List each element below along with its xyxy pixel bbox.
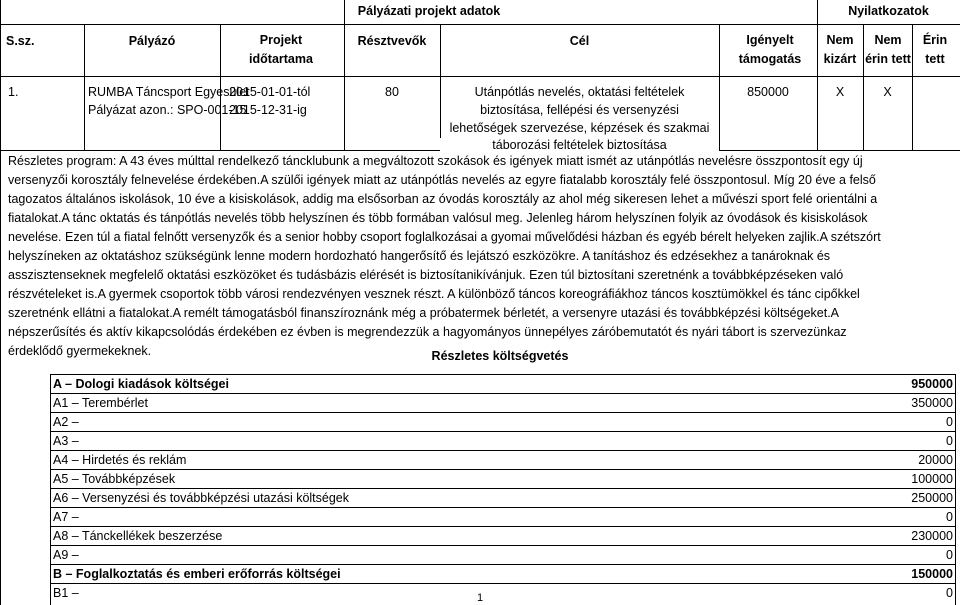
program-line: érdeklődő gyermekeknek. [8, 344, 152, 358]
row-goal-2: biztosítása, fellépési és versenyzési [480, 103, 679, 117]
row-not-excluded: X [835, 85, 845, 99]
row-goal-3: lehetőségek szervezése, képzések és szakmai [449, 121, 710, 135]
row-duration-1: 2015-01-01-tól [229, 85, 311, 99]
budget-value: 0 [946, 415, 953, 429]
program-line: Részletes program: A 43 éves múlttal rendelkező táncklubunk a megváltozott szokások és igények miatt ismét az utánpótlás nevelésre összpontosít egy új [8, 154, 863, 168]
budget-row [51, 394, 955, 413]
budget-value: 350000 [911, 396, 953, 410]
budget-label: A2 – [53, 415, 79, 429]
budget-value: 0 [946, 548, 953, 562]
budget-row [51, 432, 955, 451]
budget-title: Részletes költségvetés [431, 349, 569, 363]
budget-row [51, 565, 955, 584]
program-line: versenyzői korosztály felnevelése érdekében.A szülői igények miatt az utánpótlás nevelés az egyre fiatalabb korosztály felé összpontosul. Míg 20 éve a felső [8, 173, 876, 187]
row-goal-4: táborozási feltételek biztosítása [440, 138, 719, 152]
program-line: asszisztenseknek megfelelő oktatási eszközöket és tudásbázis elérését is biztosítanikívánjuk. Ezen túl biztosítani szeretnénk a továbbképzéseken való [8, 268, 844, 282]
row-ssz: 1. [8, 85, 19, 99]
budget-label: A8 – Tánckellékek beszerzése [53, 529, 223, 543]
program-line: helyszíneken az oktatáshoz szükségünk lenne modern hordozható hangerősítő és lejátszó eszközökre. A tanításhoz és edzésekhez a tanároknak és [8, 249, 831, 263]
col-duration: Projekt időtartama [249, 33, 313, 66]
budget-label: A1 – Terembérlet [53, 396, 148, 410]
col-participants: Résztvevők [357, 34, 427, 48]
budget-label: A5 – Továbbképzések [53, 472, 176, 486]
program-line: fiatalokat.A tánc oktatás és tánpótlás nevelés több helyszínen és több formában valósul meg. Jelenleg három helyszínen folyik az óvodások és kisiskolások [8, 211, 868, 225]
budget-value: 230000 [911, 529, 953, 543]
budget-value: 150000 [911, 567, 953, 581]
budget-label: A4 – Hirdetés és reklám [53, 453, 187, 467]
budget-value: 0 [946, 510, 953, 524]
program-line: nevelése. Ezen túl a fiatal felnőtt versenyzők és a senior hobby csoport foglalkozásai a gyomai művelődési házban és egyéb bérelt helyeken zajlik.A szétszórt [8, 230, 881, 244]
col-goal: Cél [569, 34, 590, 48]
row-applicant-2: Pályázat azon.: SPO-001-15 [88, 103, 247, 117]
budget-value: 100000 [911, 472, 953, 486]
col-applicant: Pályázó [128, 34, 176, 48]
budget-label: A3 – [53, 434, 79, 448]
budget-row [51, 546, 955, 565]
col-requested: Igényelt támogatás [738, 33, 802, 66]
col-affected: Érin tett [922, 33, 948, 66]
budget-row [51, 508, 955, 527]
budget-row [51, 451, 955, 470]
budget-label: B1 – [53, 586, 79, 600]
budget-value: 250000 [911, 491, 953, 505]
program-line: részvételeket is.A gyermek csoportok több városi rendezvényen vesznek részt. A különböző táncos koreográfiákhoz táncos kosztümökkel és tánc cipőkkel [8, 287, 860, 301]
budget-label: B – Foglalkoztatás és emberi erőforrás költségei [53, 567, 341, 581]
budget-value: 950000 [911, 377, 953, 391]
col-not-excluded: Nem kizárt [823, 33, 857, 66]
program-line: népszerűsítés és aktív kikapcsolódás érdekében ez évben is megrendezzük a hagyományos ünnepélyes záróbemutatót és nyári tábort is szervezünkaz [8, 325, 847, 339]
col-ssz: S.sz. [6, 34, 35, 48]
project-data-header: Pályázati projekt adatok [357, 4, 501, 18]
col-not-affected: Nem érin tett [865, 33, 911, 66]
program-line: tagozatos általános iskolások, 10 éve a kisiskolások, addig ma elsősorban az óvodás korosztály az ahol még sikeresen lehet a művészi sport felé orientálni a [8, 192, 878, 206]
budget-row [51, 375, 955, 394]
budget-value: 0 [946, 434, 953, 448]
row-participants: 80 [385, 85, 399, 99]
budget-label: A9 – [53, 548, 79, 562]
budget-row [51, 584, 955, 603]
budget-label: A6 – Versenyzési és továbbképzési utazási költségek [53, 491, 350, 505]
row-requested: 850000 [747, 85, 789, 99]
row-duration-2: 2015-12-31-ig [229, 103, 307, 117]
program-line: szeretnénk ellátni a fiatalokat.A remélt támogatásból finanszíroznánk még a próbatermek bérletét, a versenyre utazási és továbbképzési költségeket.A [8, 306, 840, 320]
budget-row [51, 489, 955, 508]
budget-row [51, 527, 955, 546]
page-number: 1 [460, 592, 500, 604]
row-goal-1: Utánpótlás nevelés, oktatási feltételek [474, 85, 685, 99]
budget-value: 0 [946, 586, 953, 600]
row-not-affected: X [883, 85, 892, 99]
declarations-header: Nyilatkozatok [848, 4, 929, 18]
budget-row [51, 470, 955, 489]
budget-label: A7 – [53, 510, 79, 524]
budget-row [51, 413, 955, 432]
row-applicant-1: RUMBA Táncsport Egyesület [88, 85, 250, 99]
budget-value: 20000 [918, 453, 953, 467]
budget-label: A – Dologi kiadások költségei [53, 377, 229, 391]
